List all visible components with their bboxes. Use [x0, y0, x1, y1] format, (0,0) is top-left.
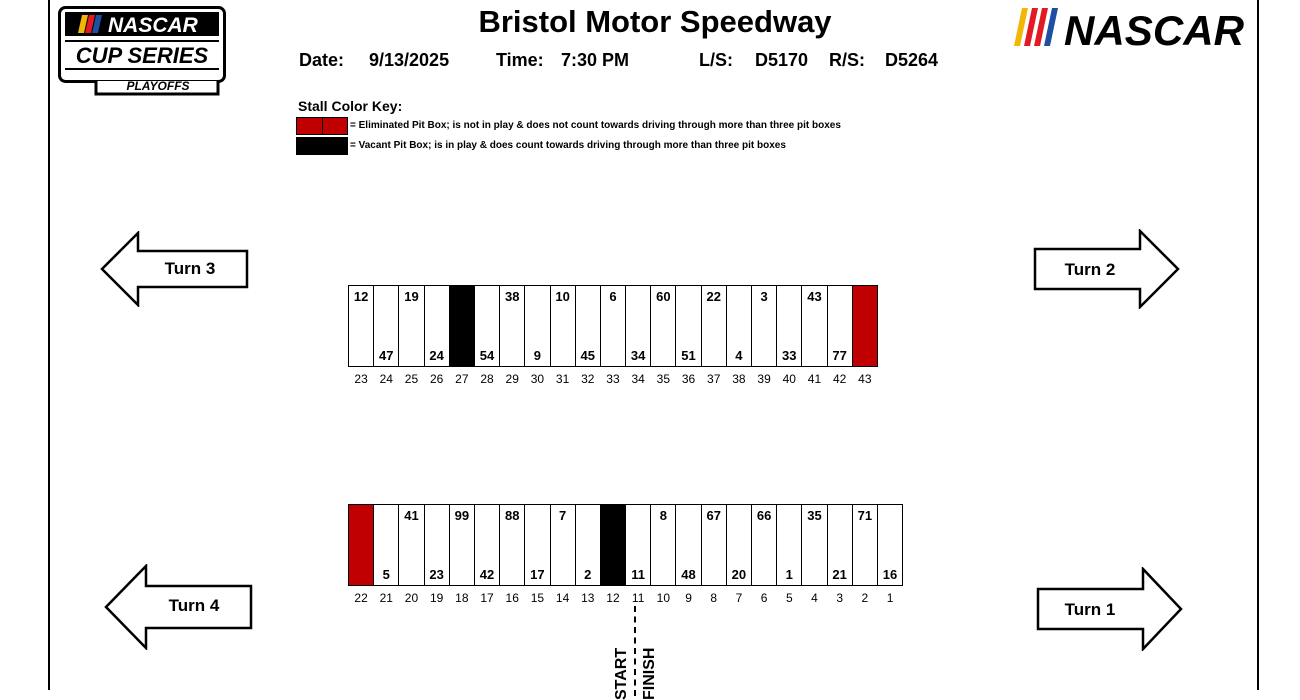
car-number: 24: [429, 348, 444, 363]
car-number: 21: [832, 567, 847, 582]
car-number: 22: [706, 289, 721, 304]
turn-2-label: Turn 2: [1064, 260, 1116, 279]
car-number: 16: [882, 567, 898, 582]
top-pit-row: [348, 285, 877, 367]
pit-box-normal: [625, 504, 651, 586]
pit-box-normal: [827, 504, 853, 586]
stall-number: 6: [760, 591, 768, 605]
car-number: 23: [429, 567, 444, 582]
stall-number: 27: [455, 372, 469, 386]
stall-number: 32: [581, 372, 595, 386]
car-number: 43: [807, 289, 822, 304]
car-number: 34: [630, 348, 646, 363]
pit-box-normal: [801, 285, 827, 367]
pit-box-normal: [675, 285, 701, 367]
stall-color-key-title: Stall Color Key:: [298, 98, 403, 114]
turn-1-label: Turn 1: [1064, 600, 1116, 619]
car-number: 41: [404, 508, 419, 523]
car-number: 9: [533, 348, 542, 363]
pit-box-normal: [852, 504, 878, 586]
car-number: 19: [404, 289, 419, 304]
pit-box-normal: [499, 285, 525, 367]
pit-box-eliminated: [852, 285, 878, 367]
pit-box-normal: [474, 504, 500, 586]
car-number: 51: [681, 348, 696, 363]
bottom-stall-numbers: [348, 591, 902, 605]
pit-box-normal: [827, 285, 853, 367]
pit-box-normal: [801, 504, 827, 586]
rs-value: D5264: [885, 50, 939, 70]
pit-box-normal: [398, 504, 424, 586]
pit-box-normal: [625, 285, 651, 367]
pit-box-normal: [499, 504, 525, 586]
stall-number: 40: [782, 372, 796, 386]
ls-label: L/S:: [699, 50, 733, 70]
stall-number: 11: [631, 591, 645, 605]
car-number: 17: [530, 567, 545, 582]
stall-number: 30: [530, 372, 545, 386]
car-number: 12: [353, 289, 369, 304]
ls-value: D5170: [755, 50, 809, 70]
pit-box-normal: [726, 504, 752, 586]
vacant-key-text: = Vacant Pit Box; is in play & does count towards driving through more than three pit boxes: [350, 140, 786, 151]
pit-box-vacant: [449, 285, 475, 367]
pit-box-normal: [701, 285, 727, 367]
car-number: 5: [382, 567, 390, 582]
top-stall-numbers: [348, 372, 877, 386]
pit-box-normal: [524, 504, 550, 586]
stall-number: 23: [354, 372, 368, 386]
car-number: 88: [504, 508, 520, 523]
pit-box-normal: [575, 504, 601, 586]
logo-left-nascar-text: NASCAR: [108, 14, 198, 37]
pit-box-normal: [877, 504, 903, 586]
stall-number: 26: [429, 372, 444, 386]
stall-number: 16: [505, 591, 519, 605]
pit-box-normal: [373, 504, 399, 586]
pit-box-normal: [474, 285, 500, 367]
pit-box-eliminated: [348, 504, 374, 586]
stall-number: 22: [354, 591, 368, 605]
pit-box-normal: [776, 504, 802, 586]
bottom-pit-row: [348, 504, 902, 586]
logo-left-cup-series-text: CUP SERIES: [75, 43, 209, 68]
stall-number: 5: [785, 591, 793, 605]
stall-number: 3: [836, 591, 843, 605]
stall-number: 4: [811, 591, 818, 605]
turn-3-label: Turn 3: [164, 259, 216, 278]
stall-number: 15: [530, 591, 545, 605]
car-number: 7: [558, 508, 567, 523]
car-number: 8: [659, 508, 667, 523]
stall-number: 10: [656, 591, 671, 605]
car-number: 67: [706, 508, 721, 523]
car-number: 66: [756, 508, 772, 523]
turn-4-label: Turn 4: [168, 596, 220, 615]
pit-box-normal: [650, 285, 676, 367]
stall-number: 29: [505, 372, 519, 386]
date-value: 9/13/2025: [369, 50, 450, 70]
rs-label: R/S:: [829, 50, 865, 70]
pit-box-normal: [550, 504, 576, 586]
car-number: 42: [479, 567, 495, 582]
car-number: 99: [454, 508, 470, 523]
car-number: 47: [379, 348, 394, 363]
eliminated-swatch: [296, 117, 348, 135]
car-number: 45: [580, 348, 596, 363]
pit-box-normal: [348, 285, 374, 367]
stall-number: 28: [480, 372, 494, 386]
pit-box-normal: [650, 504, 676, 586]
stall-number: 25: [404, 372, 419, 386]
stall-number: 2: [861, 591, 869, 605]
pit-box-normal: [373, 285, 399, 367]
stall-number: 14: [555, 591, 570, 605]
time-value: 7:30 PM: [561, 50, 630, 70]
frame-left-border: [48, 0, 50, 690]
car-number: 77: [832, 348, 847, 363]
car-number: 71: [857, 508, 873, 523]
car-number: 2: [584, 567, 592, 582]
stall-number: 17: [480, 591, 494, 605]
date-label: Date:: [299, 50, 345, 70]
stall-number: 18: [455, 591, 469, 605]
stall-number: 33: [606, 372, 620, 386]
stall-number: 7: [735, 591, 743, 605]
logo-right-nascar-text: NASCAR: [1064, 7, 1245, 50]
logo-left-playoffs-text: PLAYOFFS: [126, 79, 190, 93]
pit-box-normal: [701, 504, 727, 586]
pit-box-normal: [726, 285, 752, 367]
stall-number: 39: [757, 372, 771, 386]
car-number: 4: [735, 348, 743, 363]
pit-box-normal: [424, 285, 450, 367]
stall-number: 24: [379, 372, 393, 386]
stall-number: 37: [707, 372, 721, 386]
car-number: 33: [782, 348, 797, 363]
stall-number: 1: [886, 591, 894, 605]
stall-number: 42: [832, 372, 847, 386]
pit-box-normal: [524, 285, 550, 367]
vacant-swatch: [296, 137, 348, 155]
pit-box-normal: [751, 504, 777, 586]
car-number: 60: [656, 289, 671, 304]
car-number: 10: [555, 289, 570, 304]
stall-number: 31: [555, 372, 570, 386]
track-title: Bristol Motor Speedway: [478, 4, 832, 39]
frame-right-border: [1257, 0, 1259, 690]
stall-number: 35: [656, 372, 671, 386]
pit-box-normal: [600, 285, 626, 367]
stall-number: 36: [681, 372, 696, 386]
car-number: 3: [760, 289, 768, 304]
pit-box-normal: [550, 285, 576, 367]
stall-number: 13: [581, 591, 595, 605]
time-label: Time:: [496, 50, 544, 70]
pit-box-normal: [449, 504, 475, 586]
eliminated-key-text: = Eliminated Pit Box; is not in play & does not count towards driving through more than three pit boxes: [350, 120, 841, 131]
stall-number: 43: [858, 372, 872, 386]
pit-box-normal: [575, 285, 601, 367]
stall-number: 8: [710, 591, 718, 605]
pit-box-vacant: [600, 504, 626, 586]
stall-number: 21: [379, 591, 393, 605]
car-number: 48: [681, 567, 696, 582]
car-number: 6: [609, 289, 617, 304]
pit-box-normal: [751, 285, 777, 367]
finish-text: FINISH: [641, 647, 658, 700]
car-number: 11: [631, 567, 646, 582]
stall-number: 38: [732, 372, 746, 386]
start-finish-line: [634, 606, 636, 696]
stall-number: 12: [606, 591, 620, 605]
stall-number: 19: [429, 591, 444, 605]
pit-box-normal: [398, 285, 424, 367]
stall-number: 9: [685, 591, 692, 605]
stall-number: 34: [631, 372, 645, 386]
car-number: 35: [807, 508, 822, 523]
start-text: START: [613, 647, 630, 700]
car-number: 38: [504, 289, 520, 304]
stall-number: 20: [404, 591, 419, 605]
pit-box-normal: [675, 504, 701, 586]
car-number: 54: [479, 348, 495, 363]
car-number: 20: [731, 567, 747, 582]
pit-box-normal: [776, 285, 802, 367]
pit-box-normal: [424, 504, 450, 586]
stall-number: 41: [807, 372, 822, 386]
car-number: 1: [785, 567, 793, 582]
